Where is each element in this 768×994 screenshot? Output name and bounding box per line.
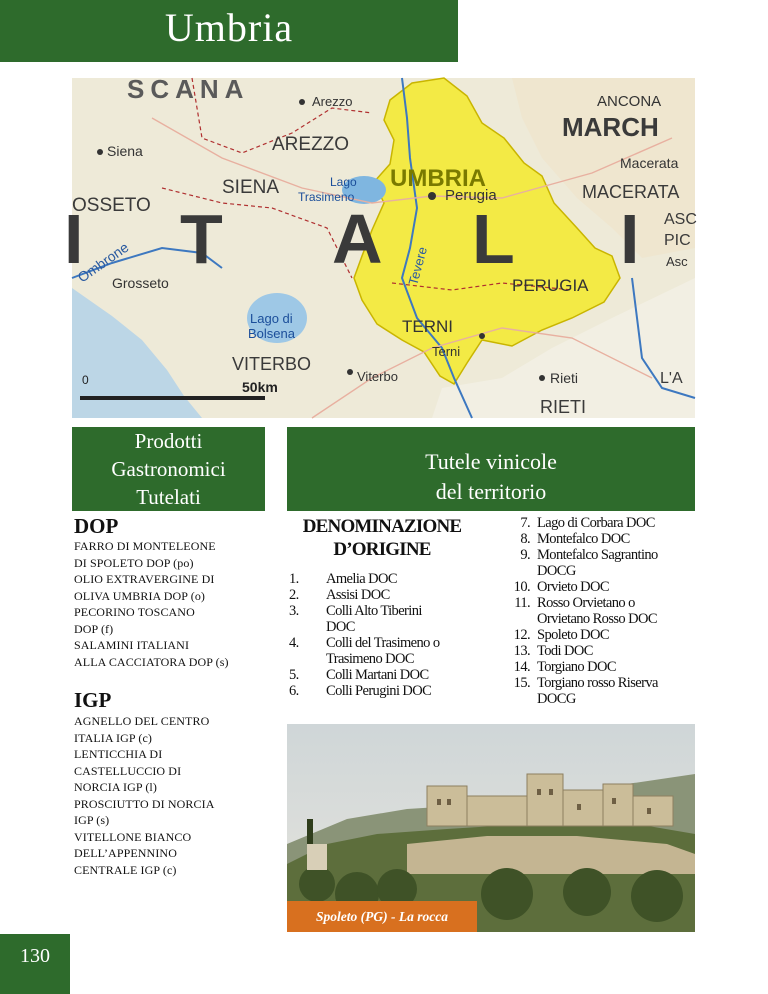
igp-line: ITALIA IGP (c) [74, 730, 152, 745]
label-ascoli-2: PIC [664, 232, 691, 249]
wine-header-box [287, 427, 695, 511]
label-terni-prov: TERNI [402, 317, 453, 336]
scale-label: 50km [242, 379, 278, 395]
dop-list [74, 538, 229, 670]
label-perugia-city: Perugia [445, 187, 497, 204]
label-lago-trasimeno-1: Lago [330, 175, 357, 189]
dot-arezzo [299, 99, 305, 105]
doc-item-number: 9. [520, 547, 530, 563]
gastro-header-line1: Prodotti [134, 429, 203, 453]
label-ascoli-1: ASC [664, 211, 697, 228]
doc-item [289, 635, 479, 667]
gastro-header-line2: Gastronomici [111, 457, 226, 481]
doc-item-text: Rosso Orvietano o [537, 595, 635, 611]
gastro-header-box [72, 427, 265, 511]
wine-header-line1: Tutele vinicole [425, 449, 557, 474]
label-umbria: UMBRIA [390, 165, 486, 192]
doc-item [500, 595, 698, 627]
wine-header-line2: del territorio [435, 479, 547, 504]
igp-line: DELL’APPENNINO [74, 846, 177, 860]
doc-item-number: 13. [513, 643, 530, 659]
doc-item [500, 675, 698, 707]
doc-item [500, 579, 698, 595]
doc-item-number: 5. [289, 667, 299, 683]
label-siena-prov: SIENA [222, 177, 280, 198]
label-ancona: ANCONA [597, 93, 662, 110]
doc-item [500, 643, 698, 659]
doc-title-line1: DENOMINAZIONE [302, 516, 462, 537]
header-bar [0, 0, 458, 62]
page-title: Umbria [164, 5, 294, 50]
doc-item-text: Amelia DOC [326, 571, 397, 587]
igp-line: NORCIA IGP (l) [74, 780, 157, 794]
doc-item-text: Colli Martani DOC [326, 667, 429, 683]
label-macerata-prov: MACERATA [582, 182, 680, 202]
label-lago-trasimeno-2: Trasimeno [298, 190, 355, 204]
big-letter-t: T [180, 200, 223, 278]
label-toscana: SCANA [127, 74, 250, 104]
doc-item [289, 571, 479, 587]
dot-siena [97, 149, 103, 155]
doc-item-number: 12. [513, 627, 530, 643]
igp-line: CENTRALE IGP (c) [74, 862, 177, 877]
label-lago-bolsena-2: Bolsena [248, 326, 295, 341]
dot-rieti [539, 375, 545, 381]
igp-line: PROSCIUTTO DI NORCIA [74, 796, 215, 811]
doc-item [500, 515, 698, 531]
igp-line: IGP (s) [74, 813, 110, 827]
dop-heading: DOP [74, 514, 119, 538]
doc-item-number: 7. [520, 515, 530, 531]
dot-terni [479, 333, 485, 339]
dop-line: OLIVA UMBRIA DOP (o) [74, 588, 206, 603]
label-tevere: Tevere [405, 245, 430, 287]
dop-line: FARRO DI MONTELEONE [74, 539, 216, 553]
doc-title [287, 515, 477, 561]
doc-item-number: 14. [513, 659, 530, 675]
doc-item-number: 2. [289, 587, 299, 603]
doc-item-number: 4. [289, 635, 299, 651]
label-macerata-city: Macerata [620, 155, 679, 171]
scale-zero: 0 [82, 373, 89, 387]
doc-item-text: Orvieto DOC [537, 579, 609, 595]
doc-item [289, 667, 479, 683]
doc-item [500, 627, 698, 643]
doc-item [289, 587, 479, 603]
label-siena-city: Siena [107, 143, 143, 159]
doc-item-number: 8. [520, 531, 530, 547]
label-ombrone: Ombrone [74, 238, 132, 286]
doc-item-text: Trasimeno DOC [326, 651, 414, 667]
map-svg [64, 74, 697, 418]
igp-line: AGNELLO DEL CENTRO [74, 714, 210, 728]
doc-item-text: Spoleto DOC [537, 627, 609, 643]
scale-line [80, 396, 265, 400]
doc-list-1 [289, 571, 479, 699]
doc-item-text: DOCG [537, 691, 576, 707]
doc-item-text: Colli Perugini DOC [326, 683, 432, 699]
igp-line: CASTELLUCCIO DI [74, 763, 182, 778]
dop-line: SALAMINI ITALIANI [74, 638, 190, 652]
dop-line: DI SPOLETO DOP (po) [74, 555, 194, 570]
doc-item-number: 11. [514, 595, 530, 611]
doc-list-2 [500, 515, 698, 707]
igp-line: VITELLONE BIANCO [74, 829, 192, 844]
label-viterbo-prov: VITERBO [232, 354, 312, 374]
doc-item-text: DOCG [537, 563, 576, 579]
dot-viterbo [347, 369, 353, 375]
big-letter-l: L [472, 200, 515, 278]
label-aquila: L'A [660, 370, 683, 387]
doc-item [289, 603, 479, 635]
photo-tower [307, 844, 327, 870]
dop-line: DOP (f) [74, 621, 114, 636]
doc-item-number: 6. [289, 683, 299, 699]
page-number: 130 [0, 934, 70, 994]
doc-item-number: 1. [289, 571, 299, 587]
label-rieti-city: Rieti [550, 370, 579, 386]
label-grosseto-city: Grosseto [112, 275, 169, 291]
doc-item-text: Todi DOC [537, 643, 593, 659]
doc-item-number: 10. [513, 579, 530, 595]
label-terni-city: Terni [432, 344, 461, 359]
doc-item [500, 659, 698, 675]
doc-item-text: Colli del Trasimeno o [326, 635, 440, 651]
label-lago-bolsena-1: Lago di [250, 311, 293, 326]
doc-item-number: 15. [513, 675, 530, 691]
photo-caption: Spoleto (PG) - La rocca [287, 901, 477, 932]
igp-line: LENTICCHIA DI [74, 747, 163, 761]
big-letter-a: A [332, 200, 383, 278]
label-ascoli-3: Asc [666, 254, 688, 269]
doc-item-text: Colli Alto Tiberini [326, 603, 422, 619]
doc-title-line2: D’ORIGINE [333, 539, 431, 560]
umbria-map [64, 74, 697, 418]
dop-line: PECORINO TOSCANO [74, 605, 195, 619]
label-arezzo-city: Arezzo [312, 94, 353, 109]
doc-item-text: Assisi DOC [326, 587, 390, 603]
gastro-header-line3: Tutelati [136, 485, 201, 509]
doc-item [500, 531, 698, 547]
big-letter-i2: I [620, 200, 640, 278]
doc-item [500, 547, 698, 579]
doc-item-text: Torgiano rosso Riserva [537, 675, 658, 691]
label-grosseto-prov: OSSETO [72, 195, 151, 216]
dot-perugia [428, 192, 436, 200]
label-rieti-prov: RIETI [540, 397, 587, 417]
label-marche: MARCH [562, 112, 659, 142]
igp-heading: IGP [74, 688, 112, 712]
label-viterbo-city: Viterbo [357, 369, 398, 384]
dop-line: ALLA CACCIATORA DOP (s) [74, 654, 229, 669]
big-letter-i1: I [64, 200, 84, 278]
doc-item-text: Montefalco DOC [537, 531, 630, 547]
dop-line: OLIO EXTRAVERGINE DI [74, 572, 215, 586]
label-perugia-prov: PERUGIA [512, 276, 589, 295]
doc-item-text: DOC [326, 619, 355, 635]
label-arezzo-prov: AREZZO [272, 134, 350, 155]
doc-item-text: Lago di Corbara DOC [537, 515, 655, 531]
doc-item-text: Torgiano DOC [537, 659, 616, 675]
doc-item-text: Montefalco Sagrantino [537, 547, 658, 563]
doc-item-text: Orvietano Rosso DOC [537, 611, 657, 627]
doc-item-number: 3. [289, 603, 299, 619]
igp-list [74, 713, 214, 878]
doc-item [289, 683, 479, 699]
